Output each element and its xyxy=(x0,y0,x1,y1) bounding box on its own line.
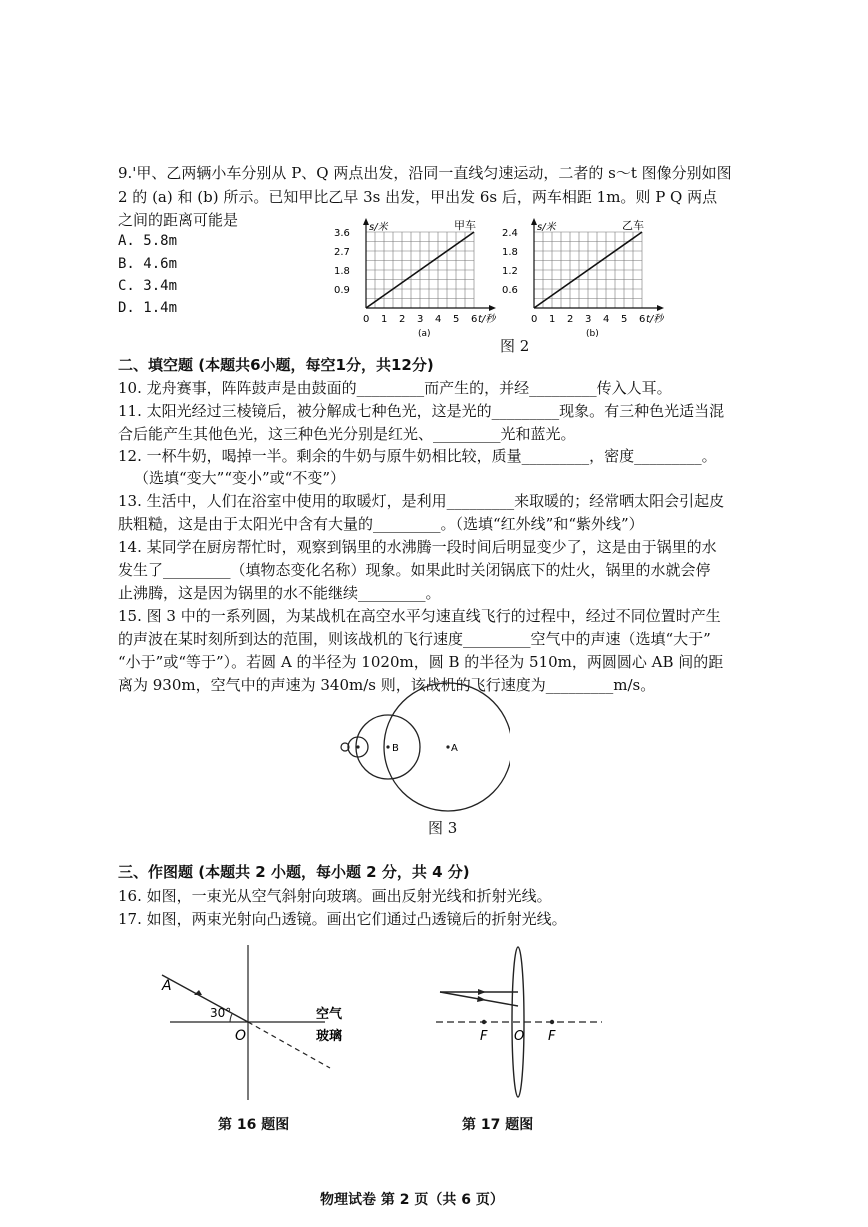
label-o: O xyxy=(514,1029,525,1044)
figure-3 xyxy=(330,680,510,815)
x-tick-label: 4 xyxy=(603,314,610,325)
figure-16 xyxy=(150,940,380,1110)
x-tick-label: 3 xyxy=(417,314,424,325)
x-tick-label: 0 xyxy=(531,314,538,325)
chart-subcaption: (a) xyxy=(418,329,431,339)
q9-line1: 9.'甲、乙两辆小车分别从 P、Q 两点出发，沿同一直线匀速运动，二者的 s～t 图像分别如图 xyxy=(118,164,732,182)
x-axis-label: t/秒 xyxy=(646,314,664,325)
section2-line: 15. 图 3 中的一系列圆，为某战机在高空水平匀速直线飞行的过程中，经过不同位置时产生 xyxy=(118,607,721,625)
section3-heading: 三、作图题 (本题共 2 小题，每小题 2 分，共 4 分) xyxy=(118,863,470,881)
y-tick-label: 1.8 xyxy=(334,266,350,277)
section2-line: 10. 龙舟赛事，阵阵鼓声是由鼓面的_________而产生的，并经_________传入人耳。 xyxy=(118,379,672,397)
y-tick-label: 1.2 xyxy=(502,266,518,277)
section2-line: 14. 某同学在厨房帮忙时，观察到锅里的水沸腾一段时间后明显变少了，这是由于锅里的水 xyxy=(118,538,717,556)
x-tick-label: 4 xyxy=(435,314,442,325)
label-a: A xyxy=(162,978,172,994)
focus-right-dot xyxy=(550,1020,554,1024)
q9-line3: 之间的距离可能是 xyxy=(118,211,239,229)
y-tick-label: 1.8 xyxy=(502,247,518,258)
y-tick-label: 0.9 xyxy=(334,285,350,296)
glass-label: 玻璃 xyxy=(316,1029,343,1044)
section2-heading: 二、填空题 (本题共6小题，每空1分，共12分) xyxy=(118,356,434,374)
chart-title: 乙车 xyxy=(622,219,644,232)
y-axis-label: s/米 xyxy=(537,222,556,233)
x-axis-arrow xyxy=(489,305,496,311)
chart-subcaption: (b) xyxy=(586,329,599,339)
label-o: O xyxy=(235,1028,247,1044)
label-f-left: F xyxy=(480,1029,488,1044)
center-a-dot xyxy=(446,745,449,748)
section2-line: 11. 太阳光经过三棱镜后，被分解成七种色光，这是光的_________现象。有三种色光适当混 xyxy=(118,402,725,420)
y-tick-label: 2.4 xyxy=(502,228,518,239)
label-a: A xyxy=(451,743,458,754)
x-tick-label: 0 xyxy=(363,314,370,325)
focus-left-dot xyxy=(482,1020,486,1024)
section2-line: 的声波在某时刻所到达的范围，则该战机的飞行速度_________空气中的声速（选填“大于” xyxy=(118,630,711,648)
figure-2-caption: 图 2 xyxy=(500,337,530,355)
ray-parallel-arrow xyxy=(478,989,486,995)
section2-line: 合后能产生其他色光，这三种色光分别是红光、_________光和蓝光。 xyxy=(118,425,576,443)
figure-17 xyxy=(430,940,610,1110)
section2-line: 止沸腾，这是因为锅里的水不能继续_________。 xyxy=(118,584,441,602)
y-tick-label: 3.6 xyxy=(334,228,350,239)
chart-a xyxy=(330,214,500,344)
center-c-dot xyxy=(356,745,359,748)
section2-line: 离为 930m，空气中的声速为 340m/s 则，该战机的飞行速度为_________m/s。 xyxy=(118,676,656,694)
x-tick-label: 5 xyxy=(453,314,460,325)
q9-option-c: C. 3.4m xyxy=(118,278,178,294)
air-label: 空气 xyxy=(316,1007,343,1022)
x-tick-label: 1 xyxy=(549,314,556,325)
q16-text: 16. 如图，一束光从空气斜射向玻璃。画出反射光线和折射光线。 xyxy=(118,887,552,905)
x-tick-label: 6 xyxy=(471,314,478,325)
x-tick-label: 5 xyxy=(621,314,628,325)
chart-b xyxy=(498,214,668,344)
section2-line: “小于”或“等于”）。若圆 A 的半径为 1020m，圆 B 的半径为 510m，两圆圆心 AB 间的距 xyxy=(118,653,724,671)
section2-line: 发生了_________（填物态变化名称）现象。如果此时关闭锅底下的灶火，锅里的水就会停 xyxy=(118,561,711,579)
q9-option-a: A. 5.8m xyxy=(118,233,178,249)
section2-line: 13. 生活中，人们在浴室中使用的取暖灯，是利用_________来取暖的；经常晒太阳会引起皮 xyxy=(118,492,725,510)
q9-option-b: B. 4.6m xyxy=(118,256,178,272)
section2-line: 肤粗糙，这是由于太阳光中含有大量的_________。（选填“红外线”和“紫外线”） xyxy=(118,515,644,533)
section2-line: （选填“变大”“变小”或“不变”） xyxy=(134,469,346,487)
section2-line: 12. 一杯牛奶，喝掉一半。剩余的牛奶与原牛奶相比较，质量_________，密度_________。 xyxy=(118,447,717,465)
x-axis-arrow xyxy=(657,305,664,311)
x-tick-label: 1 xyxy=(381,314,388,325)
q17-text: 17. 如图，两束光射向凸透镜。画出它们通过凸透镜后的折射光线。 xyxy=(118,910,567,928)
ray-oblique-arrow xyxy=(477,996,486,1002)
x-tick-label: 3 xyxy=(585,314,592,325)
q9-line2: 2 的 (a) 和 (b) 所示。已知甲比乙早 3s 出发，甲出发 6s 后，两车相距 1m。则 P Q 两点 xyxy=(118,188,718,206)
label-b: B xyxy=(392,743,399,754)
x-tick-label: 6 xyxy=(639,314,646,325)
page-footer: 物理试卷 第 2 页（共 6 页） xyxy=(320,1192,504,1208)
q9-option-d: D. 1.4m xyxy=(118,300,178,316)
x-axis-label: t/秒 xyxy=(478,314,496,325)
label-f-right: F xyxy=(548,1029,556,1044)
y-tick-label: 2.7 xyxy=(334,247,350,258)
x-tick-label: 2 xyxy=(399,314,406,325)
angle-label: 30° xyxy=(210,1006,232,1020)
y-tick-label: 0.6 xyxy=(502,285,518,296)
figure-3-caption: 图 3 xyxy=(428,819,458,837)
y-axis-label: s/米 xyxy=(369,222,388,233)
figure-16-caption: 第 16 题图 xyxy=(218,1117,290,1133)
figure-17-caption: 第 17 题图 xyxy=(462,1117,534,1133)
center-b-dot xyxy=(386,745,389,748)
x-tick-label: 2 xyxy=(567,314,574,325)
incident-ray xyxy=(162,975,248,1022)
chart-title: 甲车 xyxy=(454,219,476,232)
